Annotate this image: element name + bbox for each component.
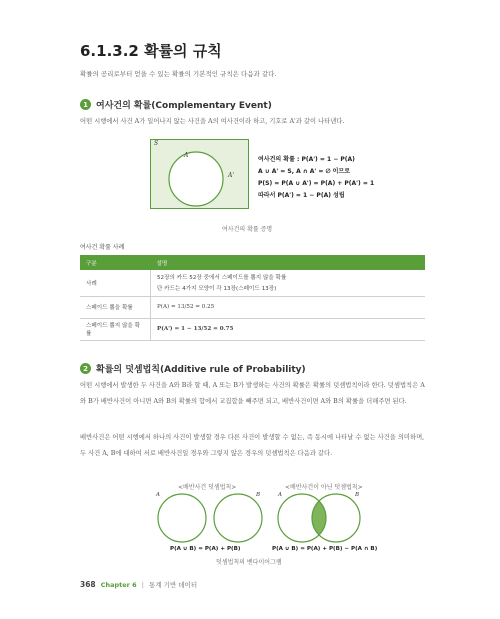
venn-left-circle-a bbox=[158, 494, 206, 542]
page-footer bbox=[80, 580, 197, 589]
venn-left-title: <배반사건 덧셈법칙> bbox=[178, 484, 237, 491]
table-cell-line: 단 카드는 4가지 모양이 각 13장(스페이드 13장) bbox=[157, 286, 277, 293]
formula-line: A ∪ A' = S, A ∩ A' = ∅ 이므로 bbox=[258, 168, 351, 175]
complement-formulas bbox=[258, 154, 374, 202]
example-table bbox=[80, 255, 425, 341]
section-number-badge: 1 bbox=[80, 99, 91, 110]
chapter-label: Chapter 6 bbox=[100, 581, 137, 589]
table-cell: 스페이드 뽑지 않을 확률 bbox=[80, 318, 151, 340]
venn-caption: 덧셈법칙의 벤다이어그램 bbox=[216, 559, 282, 566]
event-a-circle bbox=[169, 152, 223, 206]
section-2-heading bbox=[80, 362, 306, 375]
venn-right-label-a: A bbox=[278, 492, 282, 498]
section-2-paragraph-1: 어떤 시행에서 발생한 두 사건을 A와 B라 할 때, A 또는 B가 발생하는 사건의 확률은 확률의 덧셈법칙이라 한다. 덧셈법칙은 A와 B가 배반사건이 아니면 A와 B의 확률의 합에서 교집합을 빼주면 되고, 배반사건이면 A와 B의 확률을 더해주면 된다. bbox=[80, 382, 425, 405]
table-cell: 사례 bbox=[80, 270, 151, 296]
table-header: 설명 bbox=[151, 255, 426, 270]
formula-line: 여사건의 확률 : P(A') = 1 − P(A) bbox=[258, 156, 355, 163]
label-a-complement: A' bbox=[228, 172, 234, 179]
section-1-heading bbox=[80, 98, 272, 111]
intro-text: 확률의 공리로부터 얻을 수 있는 확률의 기본적인 규칙은 다음과 같다. bbox=[80, 70, 277, 78]
table-cell: P(A') = 1 − 13/52 = 0.75 bbox=[151, 318, 426, 340]
venn-right-title: <배반사건이 아닌 덧셈법칙> bbox=[285, 484, 363, 491]
chapter-title: 통계 기반 데이터 bbox=[149, 581, 198, 589]
venn-left-circle-b bbox=[214, 494, 262, 542]
venn-right-label-b: B bbox=[355, 492, 360, 498]
venn-left-label-b: B bbox=[256, 492, 261, 498]
venn-left-formula: P(A ∪ B) = P(A) + P(B) bbox=[170, 546, 241, 552]
formula-line: P(S) = P(A ∪ A') = P(A) + P(A') = 1 bbox=[258, 180, 375, 187]
label-s: S bbox=[154, 140, 159, 147]
venn-diagrams bbox=[150, 490, 375, 545]
label-a: A bbox=[184, 152, 189, 159]
section-2-title: 확률의 덧셈법칙(Additive rule of Probability) bbox=[96, 365, 306, 375]
section-number-badge: 2 bbox=[80, 363, 91, 374]
table-cell-line: 52장의 카드 52장 중에서 스페이드를 뽑지 않을 확률 bbox=[157, 275, 287, 282]
formula-line: 따라서 P(A') = 1 − P(A) 성립 bbox=[258, 192, 345, 199]
page-number: 368 bbox=[80, 580, 96, 589]
venn-right-formula: P(A ∪ B) = P(A) + P(B) − P(A ∩ B) bbox=[272, 546, 378, 552]
table-cell: P(A) = 13/52 = 0.25 bbox=[151, 296, 426, 318]
table-cell: 스페이드 뽑을 확률 bbox=[80, 296, 151, 318]
table-cell bbox=[151, 270, 426, 296]
table-title: 여사건 확률 사례 bbox=[80, 244, 125, 251]
venn-left-label-a: A bbox=[156, 492, 160, 498]
section-2-paragraph-2: 배반사건은 어떤 시행에서 하나의 사건이 발생할 경우 다른 사건이 발생할 수 없는, 즉 동시에 나타날 수 없는 사건을 의미하며, 두 사건 A, B에 대하여 서로 배반사건일 경우와 그렇지 않은 경우의 덧셈법칙은 다음과 같다. bbox=[80, 434, 425, 457]
footer-separator: | bbox=[141, 581, 144, 589]
page-title: 6.1.3.2 확률의 규칙 bbox=[80, 42, 222, 60]
section-1-title: 여사건의 확률(Complementary Event) bbox=[96, 101, 272, 111]
section-1-paragraph: 어떤 시행에서 사건 A가 일어나지 않는 사건을 A의 여사건이라 하고, 기호로 A'과 같이 나타낸다. bbox=[80, 118, 345, 125]
complement-caption: 여사건의 확률 증명 bbox=[222, 226, 273, 233]
table-header: 구분 bbox=[80, 255, 151, 270]
